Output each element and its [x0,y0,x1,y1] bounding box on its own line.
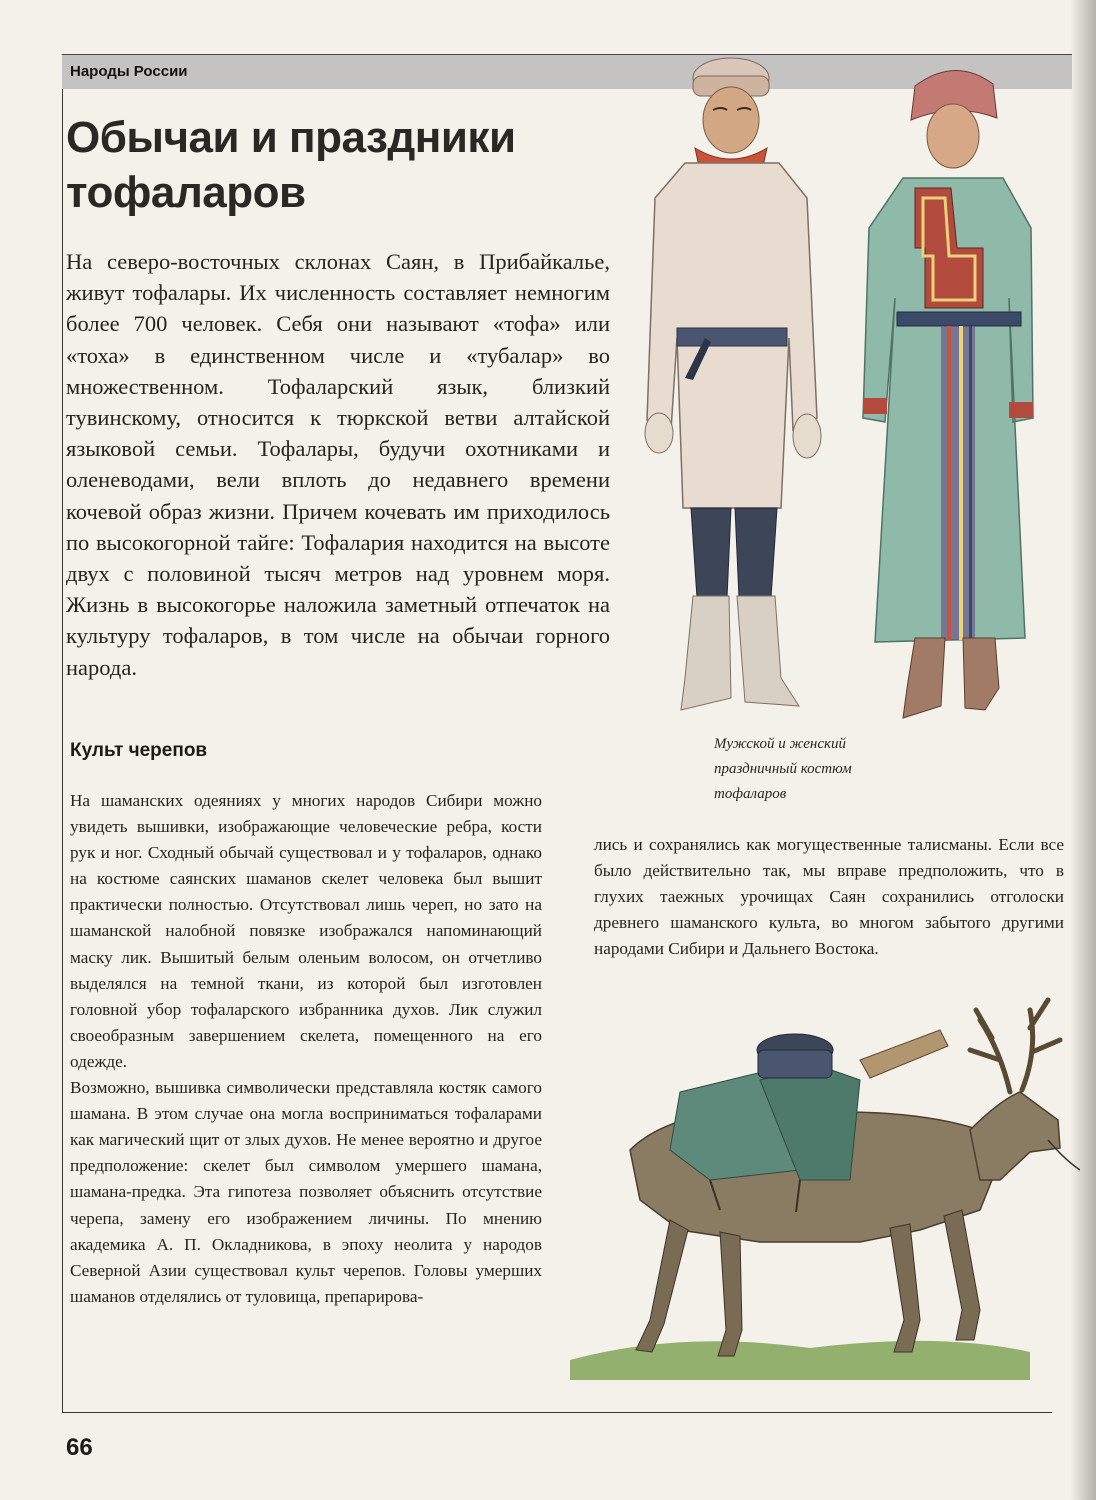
intro-paragraph: На северо-восточных склонах Саян, в Прибайкалье, живут тофалары. Их численность составляет немногим более 700 человек. Себя они называют «тофа» или «тоха» в единственном числе и «тубалар» во множественном. Тофаларский язык, близкий тувинскому, относится к тюркской ветви алтайской языковой семьи. Тофалары, будучи охотниками и оленеводами, вели вплоть до недавнего времени кочевой образ жизни. Причем кочевать им приходилось по высокогорной тайге: Тофалария находится на высоте двух с половиной тысяч метров над уровнем моря. Жизнь в высокогорье наложила заметный отпечаток на культуру тофаларов, в том числе на обычаи горного народа. [66,249,610,680]
man-figure [645,58,821,710]
man-and-woman-costume-illustration [585,38,1040,728]
woman-figure [863,70,1033,718]
frame-rule-bottom [62,1412,1052,1413]
section-name: Народы России [70,63,188,80]
page-number: 66 [66,1434,93,1461]
reindeer-illustration [560,980,1080,1380]
frame-rule-left [62,54,63,1412]
costume-illustration [585,38,1040,728]
section-heading: Культ черепов [70,740,208,761]
pack-reindeer-illustration [560,980,1080,1380]
column-right-paragraph: лись и сохранялись как могущественные талисманы. Если все было действительно так, мы вправе предположить, что в глухих таежных урочищах Саян сохранились отголоски древнего шаманского культа, во многом забытого другими народами Сибири и Дальнего Востока. [594,835,1064,959]
column-left-paragraph-1: На шаманских одеяниях у многих народов Сибири можно увидеть вышивки, изображающие человеческие ребра, кости рук и ног. Сходный обычай существовал и у тофаларов, однако на костюме саянских шаманов скелет человека был вышит практически полностью. Отсутствовал лишь череп, но зато на шаманской налобной повязке изображался напоминающий маску лик. Вышитый белым оленьим волосом, он отчетливо выделялся на темной ткани, из которой был изготовлен головной убор тофаларского избранника духов. Лик служил своеобразным завершением скелета, помещенного на его одежде. [70,791,542,1071]
page-title: Обычаи и праздники тофаларов [66,113,516,217]
column-left-paragraph-2: Возможно, вышивка символически представляла костяк самого шамана. В этом случае она могла восприниматься тофаларами как магический щит от злых духов. Не менее вероятно и другое предположение: скелет был символом умершего шамана, шамана-предка. Эта гипотеза позволяет объяснить отсутствие черепа, замену его изображением личины. По мнению академика А. П. Окладникова, в эпоху неолита у народов Северной Азии существовал культ черепов. Головы умерших шаманов отделялись от туловища, препарирова- [70,1078,542,1306]
illustration-caption: Мужской и женский праздничный костюм тофаларов [714,736,852,802]
column-left [70,788,542,1310]
